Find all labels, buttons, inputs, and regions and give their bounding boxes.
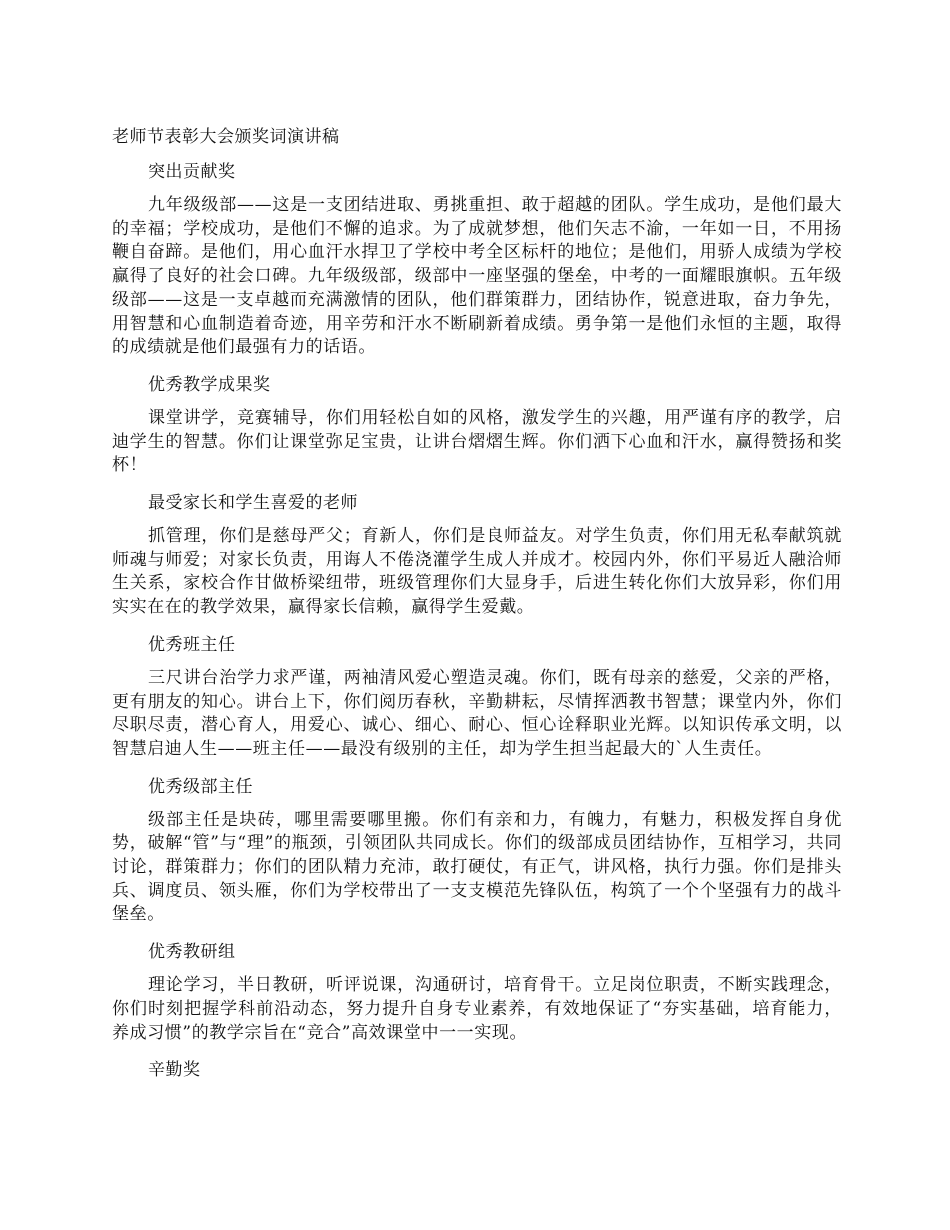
- award-section-outstanding-contribution: [112, 159, 842, 360]
- award-section-head-teacher: [112, 632, 842, 762]
- award-section-diligence: [112, 1057, 842, 1083]
- document-title: 老师节表彰大会颁奖词演讲稿: [112, 127, 340, 147]
- award-body: 九年级级部——这是一支团结进取、勇挑重担、敢于超越的团队。学生成功，是他们最大的幸福；学校成功，是他们不懈的追求。为了成就梦想，他们矢志不渝，一年如一日，不用扬鞭自奋蹄。是他们，用心血汗水捍卫了学校中考全区标杆的地位；是他们，用骄人成绩为学校赢得了良好的社会口碑。九年级级部，级部中一座坚强的堡垒，中考的一面耀眼旗帜。五年级级部——这是一支卓越而充满激情的团队，他们群策群力，团结协作，锐意进取，奋力争先，用智慧和心血制造着奇迹，用辛劳和汗水不断刷新着成绩。勇争第一是他们永恒的主题，取得的成绩就是他们最强有力的话语。: [112, 195, 842, 358]
- award-section-research-group: [112, 939, 842, 1045]
- award-body: 理论学习，半日教研，听评说课，沟通研讨，培育骨干。立足岗位职责，不断实践理念，你们时刻把握学科前沿动态，努力提升自身专业素养，有效地保证了“夯实基础，培育能力，养成习惯”的教学宗旨在“竞合”高效课堂中一一实现。: [112, 975, 842, 1043]
- award-section-teaching-achievement: [112, 372, 842, 478]
- award-heading: 突出贡献奖: [148, 162, 236, 182]
- award-heading: 最受家长和学生喜爱的老师: [148, 493, 358, 514]
- award-body: 抓管理，你们是慈母严父；育新人，你们是良师益友。对学生负责，你们用无私奉献筑就师魂与师爱；对家长负责，用诲人不倦浇灌学生成人并成才。校园内外，你们平易近人融洽师生关系，家校合作甘做桥梁纽带，班级管理你们大显身手，后进生转化你们大放异彩，你们用实实在在的教学效果，赢得家长信赖，赢得学生爱戴。: [112, 526, 842, 618]
- award-heading: 优秀班主任: [148, 634, 236, 655]
- award-heading: 优秀教研组: [148, 942, 236, 963]
- document-page: [112, 124, 842, 1092]
- award-body: 三尺讲台治学力求严谨，两袖清风爱心塑造灵魂。你们，既有母亲的慈爱，父亲的严格，更有朋友的知心。讲台上下，你们阅历春秋，辛勤耕耘，尽情挥洒教书智慧；课堂内外，你们尽职尽责，潜心育人，用爱心、诚心、细心、耐心、恒心诠释职业光辉。以知识传承文明，以智慧启迪人生——班主任——最没有级别的主任，却为学生担当起最大的`人生责任。: [112, 667, 842, 759]
- award-heading: 辛勤奖: [148, 1060, 201, 1081]
- award-section-grade-director: [112, 774, 842, 928]
- award-body: 课堂讲学，竞赛辅导，你们用轻松自如的风格，激发学生的兴趣，用严谨有序的教学，启迪学生的智慧。你们让课堂弥足宝贵，让讲台熠熠生辉。你们洒下心血和汗水，赢得赞扬和奖杯！: [112, 407, 842, 476]
- award-heading: 优秀教学成果奖: [148, 374, 271, 395]
- award-section-favorite-teacher: [112, 490, 842, 620]
- award-heading: 优秀级部主任: [148, 776, 253, 797]
- award-body: 级部主任是块砖，哪里需要哪里搬。你们有亲和力，有魄力，有魅力，积极发挥自身优势，破解“管”与“理”的瓶颈，引领团队共同成长。你们的级部成员团结协作，互相学习，共同讨论，群策群力；你们的团队精力充沛，敢打硬仗，有正气，讲风格，执行力强。你们是排头兵、调度员、领头雁，你们为学校带出了一支支模范先锋队伍，构筑了一个个坚强有力的战斗堡垒。: [112, 809, 842, 925]
